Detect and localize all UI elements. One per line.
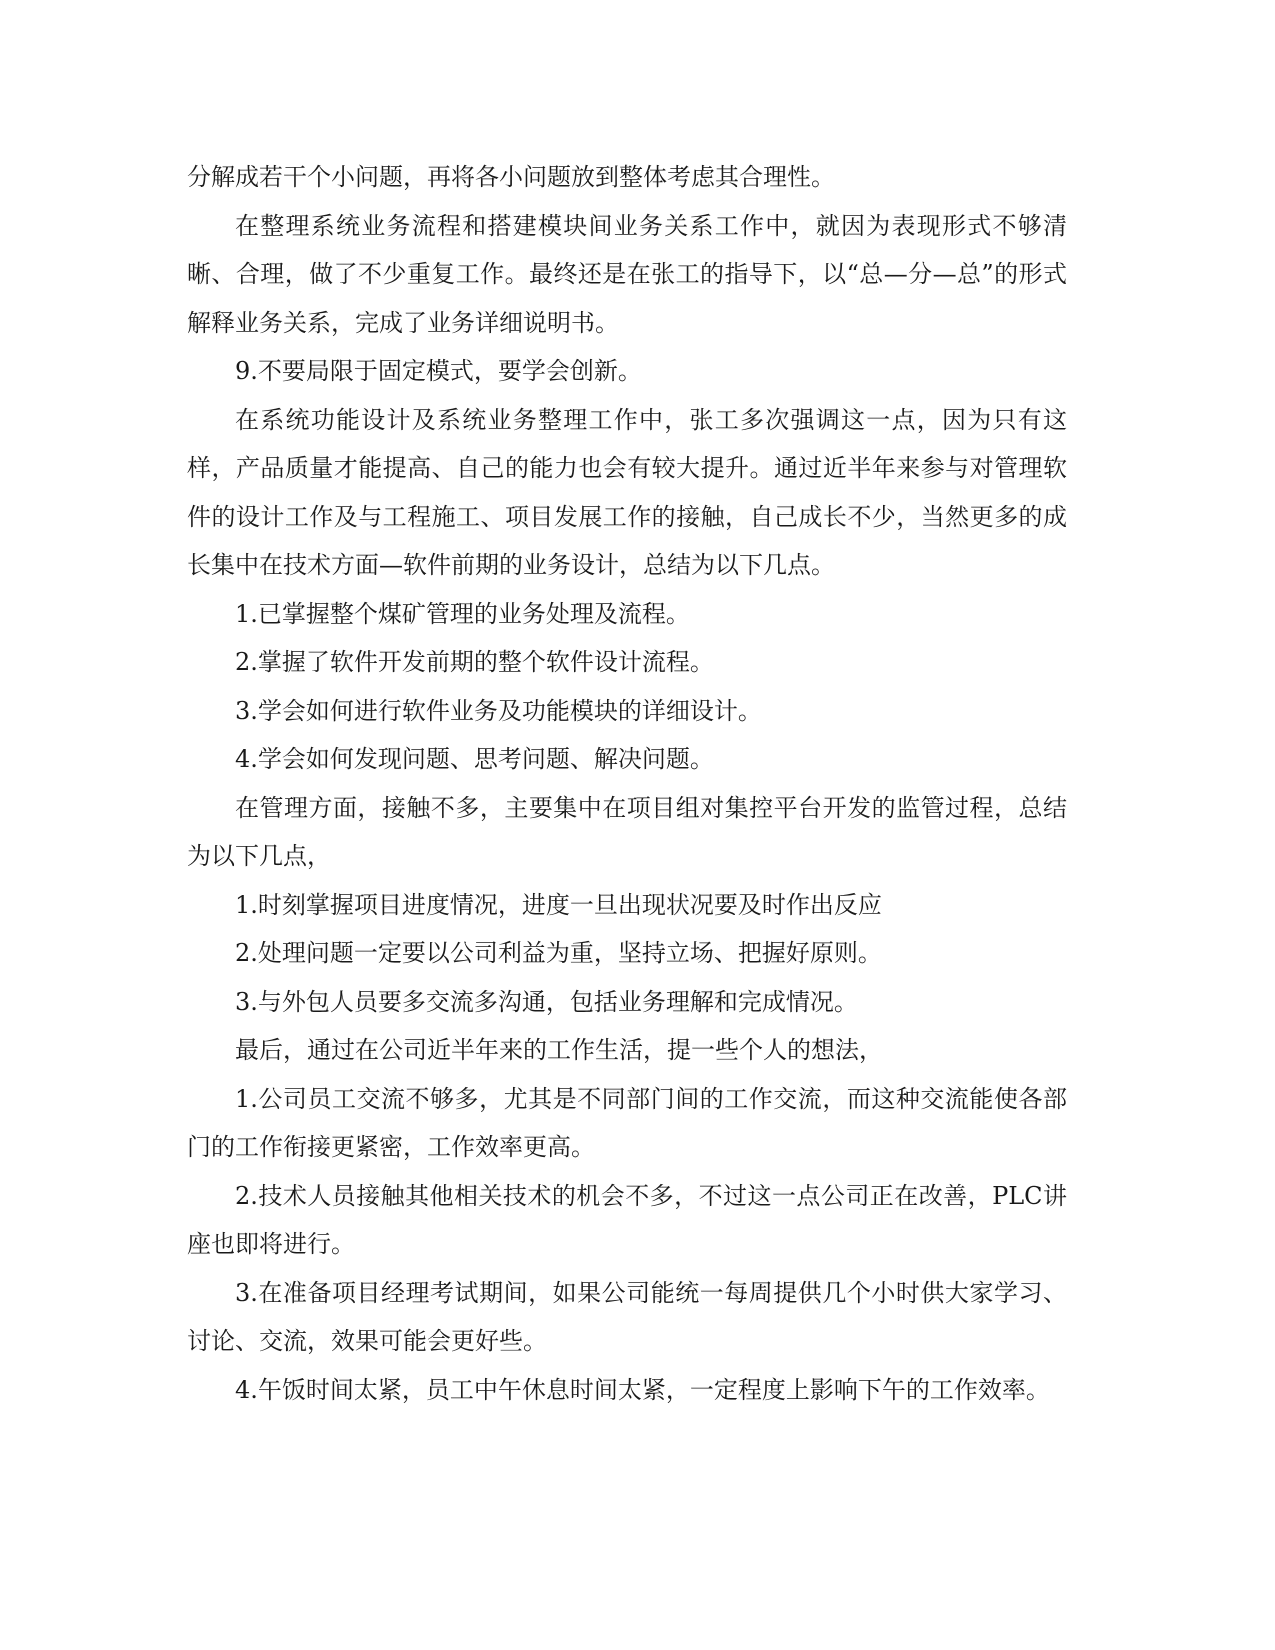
paragraph-15: 2.技术人员接触其他相关技术的机会不多，不过这一点公司正在改善，PLC讲座也即将进行。 — [187, 1181, 1067, 1258]
paragraph-10: 1.时刻掌握项目进度情况，进度一旦出现状况要及时作出反应 — [235, 890, 882, 919]
paragraph-2: 在整理系统业务流程和搭建模块间业务关系工作中，就因为表现形式不够清晰、合理，做了不少重复工作。最终还是在张工的指导下，以“总—分—总”的形式解释业务关系，完成了业务详细说明书。 — [187, 211, 1067, 337]
paragraph-13: 最后，通过在公司近半年来的工作生活，提一些个人的想法， — [235, 1036, 883, 1064]
paragraph-12: 3.与外包人员要多交流多沟通，包括业务理解和完成情况。 — [235, 987, 858, 1016]
paragraph-6: 2.掌握了软件开发前期的整个软件设计流程。 — [235, 648, 714, 676]
paragraph-17: 4.午饭时间太紧，员工中午休息时间太紧，一定程度上影响下午的工作效率。 — [235, 1375, 1050, 1404]
paragraph-8: 4.学会如何发现问题、思考问题、解决问题。 — [235, 745, 714, 773]
paragraph-1: 分解成若干个小问题，再将各小问题放到整体考虑其合理性。 — [187, 163, 835, 191]
paragraph-4: 在系统功能设计及系统业务整理工作中，张工多次强调这一点，因为只有这样，产品质量才能提高、自己的能力也会有较大提升。通过近半年来参与对管理软件的设计工作及与工程施工、项目发展工作的接触，自己成长不少，当然更多的成长集中在技术方面—软件前期的业务设计，总结为以下几点。 — [187, 405, 1067, 579]
document-body — [187, 153, 1067, 1414]
paragraph-7: 3.学会如何进行软件业务及功能模块的详细设计。 — [235, 696, 762, 725]
paragraph-14: 1.公司员工交流不够多，尤其是不同部门间的工作交流，而这种交流能使各部门的工作衔接更紧密，工作效率更高。 — [187, 1084, 1067, 1161]
paragraph-3: 9.不要局限于固定模式，要学会创新。 — [235, 357, 642, 385]
paragraph-5: 1.已掌握整个煤矿管理的业务处理及流程。 — [235, 599, 690, 628]
paragraph-11: 2.处理问题一定要以公司利益为重，坚持立场、把握好原则。 — [235, 939, 882, 967]
paragraph-16: 3.在准备项目经理考试期间，如果公司能统一每周提供几个小时供大家学习、讨论、交流，效果可能会更好些。 — [187, 1278, 1067, 1355]
paragraph-9: 在管理方面，接触不多，主要集中在项目组对集控平台开发的监管过程，总结为以下几点， — [187, 793, 1067, 870]
